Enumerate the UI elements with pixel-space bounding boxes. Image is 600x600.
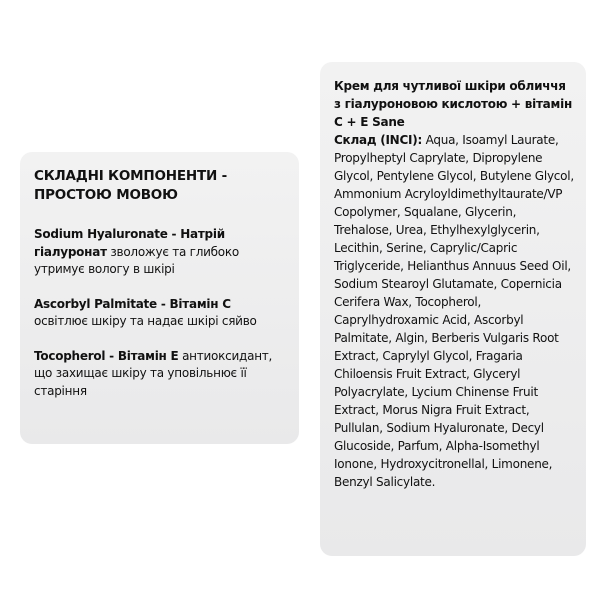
ingredient-description: освітлює шкіру та надає шкірі сяйво bbox=[34, 314, 257, 328]
ingredient-name: Sodium Hyaluronate - Натрій гіалуронат bbox=[34, 227, 225, 259]
ingredient-name: Ascorbyl Palmitate - Вітамін С bbox=[34, 296, 231, 311]
product-composition-card bbox=[320, 62, 586, 556]
ingredient-ascorbyl-palmitate bbox=[34, 296, 287, 331]
card-heading: СКЛАДНІ КОМПОНЕНТИ - ПРОСТОЮ МОВОЮ bbox=[34, 168, 227, 203]
ingredient-tocopherol bbox=[34, 348, 287, 401]
ingredients-explained-card bbox=[20, 152, 299, 444]
composition-label: Склад (INCI): bbox=[334, 133, 423, 147]
composition-text bbox=[334, 77, 576, 491]
ingredient-sodium-hyaluronate bbox=[34, 226, 287, 279]
ingredient-description: зволожує та глибоко утримує вологу в шкірі bbox=[34, 244, 239, 276]
ingredient-description: антиоксидант, що захищає шкіру та уповільнює її старіння bbox=[34, 348, 273, 398]
ingredient-name: Tocopherol - Вітамін Е bbox=[34, 348, 179, 363]
composition-list: Aqua, Isoamyl Laurate, Propylheptyl Caprylate, Dipropylene Glycol, Pentylene Glycol, Butylene Glycol, Ammonium Acryloyldimethyltaurate/VP Copolymer, Squalane, Glycerin, Trehalose, Urea, Ethylhexylglycerin, Lecithin, Serine, Caprylic/Capric Triglyceride, Helianthus Annuus Seed Oil, Sodium Stearoyl Glutamate, Copernicia Cerifera Wax, Tocopherol, Caprylhydroxamic Acid, Ascorbyl Palmitate, Algin, Berberis Vulgaris Root Extract, Caprylyl Glycol, Fragaria Chiloensis Fruit Extract, Glyceryl Polyacrylate, Lycium Chinense Fruit Extract, Morus Nigra Fruit Extract, Pullulan, Sodium Hyaluronate, Decyl Glucoside, Parfum, Alpha-Isomethyl Ionone, Hydroxycitronellal, Limonene, Benzyl Salicylate. bbox=[334, 133, 574, 489]
product-title: Крем для чутливої шкіри обличчя з гіалуроновою кислотою + вітамін С + Е Sane bbox=[334, 79, 572, 129]
